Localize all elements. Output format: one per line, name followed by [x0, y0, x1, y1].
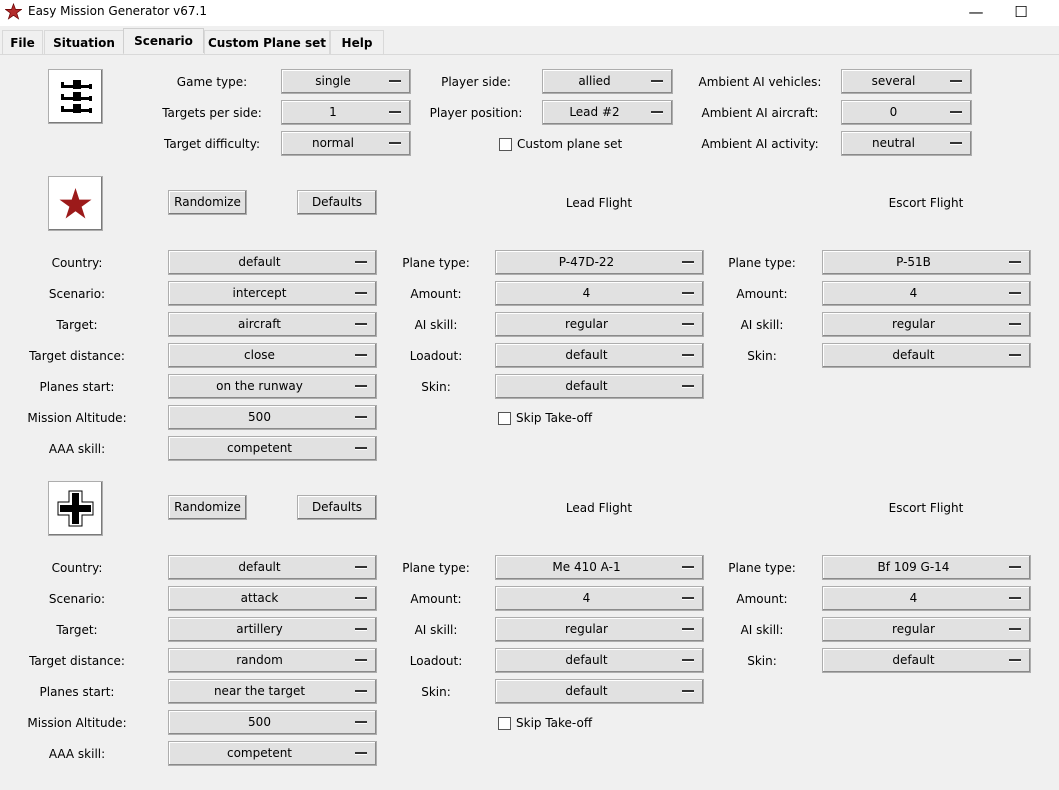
dropdown-icon [355, 416, 367, 419]
axis-escort-skin-select[interactable] [822, 648, 1031, 673]
allied-target-distance-value: close [244, 348, 275, 362]
dropdown-icon [950, 80, 962, 83]
dropdown-icon [355, 628, 367, 631]
dropdown-icon [682, 323, 694, 326]
dropdown-icon [651, 80, 663, 83]
dropdown-icon [355, 292, 367, 295]
ambient-activity-label: Ambient AI activity: [701, 137, 819, 151]
allied-escort-skin-value: default [892, 348, 935, 362]
allied-lead-loadout-select[interactable] [495, 343, 704, 368]
dropdown-icon [682, 354, 694, 357]
dropdown-icon [1009, 354, 1021, 357]
ambient-aircraft-label: Ambient AI aircraft: [701, 106, 819, 120]
axis-lead-ai-skill-select[interactable] [495, 617, 704, 642]
allied-lead-skin-label: Skin: [421, 380, 451, 394]
allied-lead-amount-value: 4 [582, 286, 591, 300]
allied-escort-plane-type-label: Plane type: [728, 256, 796, 270]
allied-lead-plane-type-label: Plane type: [402, 256, 470, 270]
allied-side-image [48, 176, 103, 231]
axis-target-label: Target: [56, 623, 98, 637]
allied-mission-altitude-label: Mission Altitude: [27, 411, 127, 425]
axis-aaa-skill-value: competent [226, 746, 293, 760]
allied-country-select[interactable] [168, 250, 377, 275]
dropdown-icon [1009, 628, 1021, 631]
player-position-value: Lead #2 [569, 105, 620, 119]
allied-escort-plane-type-select[interactable] [822, 250, 1031, 275]
axis-planes-start-value: near the target [213, 684, 306, 698]
axis-target-distance-value: random [236, 653, 283, 667]
window-title: Easy Mission Generator v67.1 [28, 4, 207, 18]
dropdown-icon [682, 690, 694, 693]
axis-escort-amount-select[interactable] [822, 586, 1031, 611]
axis-target-distance-label: Target distance: [29, 654, 125, 668]
axis-escort-skin-value: default [892, 653, 935, 667]
axis-escort-skin-label: Skin: [747, 654, 777, 668]
custom-plane-set-label: Custom plane set [517, 137, 623, 151]
targets-per-side-value: 1 [329, 105, 337, 119]
axis-lead-amount-select[interactable] [495, 586, 704, 611]
axis-lead-loadout-label: Loadout: [409, 654, 463, 668]
title-bar [0, 0, 1059, 26]
tab-scenario[interactable]: Scenario [123, 28, 204, 53]
allied-escort-amount-value: 4 [909, 286, 918, 300]
axis-mission-altitude-value: 500 [248, 715, 271, 729]
allied-country-value: default [238, 255, 281, 269]
dropdown-icon [1009, 323, 1021, 326]
axis-lead-flight-heading: Lead Flight [565, 501, 633, 515]
allied-escort-flight-heading: Escort Flight [888, 196, 964, 210]
dropdown-icon [682, 566, 694, 569]
allied-escort-ai-skill-value: regular [892, 317, 935, 331]
axis-side-image [48, 481, 103, 536]
allied-target-distance-label: Target distance: [29, 349, 125, 363]
ambient-vehicles-select[interactable] [841, 69, 972, 94]
dropdown-icon [682, 385, 694, 388]
custom-plane-set-checkbox[interactable] [499, 138, 512, 151]
dropdown-icon [355, 752, 367, 755]
targets-per-side-label: Targets per side: [162, 106, 262, 120]
allied-target-label: Target: [56, 318, 98, 332]
allied-escort-plane-type-value: P-51B [896, 255, 931, 269]
allied-escort-ai-skill-select[interactable] [822, 312, 1031, 337]
allied-lead-plane-type-value: P-47D-22 [558, 255, 615, 269]
allied-lead-skin-select[interactable] [495, 374, 704, 399]
player-side-select[interactable] [542, 69, 673, 94]
game-type-label: Game type: [176, 75, 248, 89]
allied-lead-skin-value: default [565, 379, 608, 393]
axis-target-value: artillery [236, 622, 283, 636]
allied-planes-start-select[interactable] [168, 374, 377, 399]
balkenkreuz-icon [49, 482, 102, 535]
allied-lead-ai-skill-select[interactable] [495, 312, 704, 337]
axis-lead-plane-type-select[interactable] [495, 555, 704, 580]
allied-aaa-skill-select[interactable] [168, 436, 377, 461]
allied-skip-takeoff-checkbox[interactable] [498, 412, 511, 425]
dropdown-icon [1009, 292, 1021, 295]
axis-scenario-label: Scenario: [48, 592, 106, 606]
allied-escort-skin-label: Skin: [747, 349, 777, 363]
axis-lead-loadout-value: default [565, 653, 608, 667]
allied-scenario-label: Scenario: [48, 287, 106, 301]
ambient-vehicles-label: Ambient AI vehicles: [698, 75, 822, 89]
allied-aaa-skill-label: AAA skill: [48, 442, 106, 456]
axis-escort-amount-value: 4 [909, 591, 918, 605]
target-difficulty-value: normal [311, 136, 355, 150]
tab-help[interactable]: Help [330, 30, 384, 54]
dropdown-icon [389, 80, 401, 83]
axis-escort-ai-skill-value: regular [892, 622, 935, 636]
axis-defaults-button[interactable]: Defaults [297, 495, 377, 520]
player-side-value: allied [578, 74, 611, 88]
dropdown-icon [355, 721, 367, 724]
dropdown-icon [1009, 566, 1021, 569]
allied-planes-start-value: on the runway [216, 379, 303, 393]
dropdown-icon [651, 111, 663, 114]
tab-situation[interactable]: Situation [44, 30, 124, 54]
dropdown-icon [1009, 261, 1021, 264]
axis-mission-altitude-select[interactable] [168, 710, 377, 735]
allied-target-select[interactable] [168, 312, 377, 337]
axis-skip-takeoff-checkbox[interactable] [498, 717, 511, 730]
three-planes-icon [49, 70, 102, 123]
allied-lead-loadout-label: Loadout: [409, 349, 463, 363]
axis-escort-amount-label: Amount: [736, 592, 788, 606]
dropdown-icon [950, 142, 962, 145]
dropdown-icon [682, 261, 694, 264]
axis-lead-amount-value: 4 [582, 591, 591, 605]
target-difficulty-select[interactable] [281, 131, 411, 156]
game-type-select[interactable] [281, 69, 411, 94]
ambient-aircraft-select[interactable] [841, 100, 972, 125]
dropdown-icon [682, 659, 694, 662]
dropdown-icon [355, 690, 367, 693]
ambient-aircraft-value: 0 [889, 105, 898, 119]
dropdown-icon [355, 261, 367, 264]
allied-lead-ai-skill-value: regular [565, 317, 608, 331]
dropdown-icon [355, 354, 367, 357]
ambient-activity-select[interactable] [841, 131, 972, 156]
allied-country-label: Country: [51, 256, 103, 270]
allied-escort-amount-label: Amount: [736, 287, 788, 301]
allied-lead-flight-heading: Lead Flight [565, 196, 633, 210]
allied-scenario-select[interactable] [168, 281, 377, 306]
axis-escort-ai-skill-select[interactable] [822, 617, 1031, 642]
axis-country-label: Country: [51, 561, 103, 575]
dropdown-icon [389, 142, 401, 145]
game-type-value: single [315, 74, 351, 88]
axis-escort-plane-type-value: Bf 109 G-14 [877, 560, 950, 574]
axis-scenario-value: attack [240, 591, 279, 605]
dropdown-icon [355, 323, 367, 326]
axis-country-value: default [238, 560, 281, 574]
axis-lead-skin-value: default [565, 684, 608, 698]
axis-mission-altitude-label: Mission Altitude: [27, 716, 127, 730]
dropdown-icon [682, 292, 694, 295]
dropdown-icon [355, 385, 367, 388]
player-position-select[interactable] [542, 100, 673, 125]
axis-lead-skin-label: Skin: [421, 685, 451, 699]
axis-escort-plane-type-select[interactable] [822, 555, 1031, 580]
axis-lead-skin-select[interactable] [495, 679, 704, 704]
allied-escort-amount-select[interactable] [822, 281, 1031, 306]
allied-lead-ai-skill-label: AI skill: [414, 318, 458, 332]
dropdown-icon [1009, 597, 1021, 600]
targets-per-side-select[interactable] [281, 100, 411, 125]
axis-escort-ai-skill-label: AI skill: [740, 623, 784, 637]
axis-aaa-skill-label: AAA skill: [48, 747, 106, 761]
player-position-label: Player position: [429, 106, 523, 120]
dropdown-icon [355, 659, 367, 662]
axis-lead-ai-skill-label: AI skill: [414, 623, 458, 637]
axis-lead-amount-label: Amount: [410, 592, 462, 606]
tab-custom-plane-set[interactable]: Custom Plane set [204, 30, 330, 54]
dropdown-icon [355, 597, 367, 600]
dropdown-icon [950, 111, 962, 114]
dropdown-icon [355, 566, 367, 569]
axis-skip-takeoff-label: Skip Take-off [516, 716, 593, 730]
allied-planes-start-label: Planes start: [39, 380, 115, 394]
dropdown-icon [355, 447, 367, 450]
allied-mission-altitude-select[interactable] [168, 405, 377, 430]
allied-lead-plane-type-select[interactable] [495, 250, 704, 275]
axis-planes-start-select[interactable] [168, 679, 377, 704]
allied-target-distance-select[interactable] [168, 343, 377, 368]
axis-escort-flight-heading: Escort Flight [888, 501, 964, 515]
axis-scenario-select[interactable] [168, 586, 377, 611]
axis-lead-ai-skill-value: regular [565, 622, 608, 636]
axis-lead-plane-type-value: Me 410 A-1 [552, 560, 621, 574]
red-star-icon [5, 3, 22, 20]
axis-escort-plane-type-label: Plane type: [728, 561, 796, 575]
allied-randomize-button[interactable]: Randomize [168, 190, 247, 215]
planes-image [48, 69, 103, 124]
ambient-vehicles-value: several [871, 74, 916, 88]
dropdown-icon [682, 628, 694, 631]
axis-planes-start-label: Planes start: [39, 685, 115, 699]
allied-escort-ai-skill-label: AI skill: [740, 318, 784, 332]
axis-target-select[interactable] [168, 617, 377, 642]
axis-lead-plane-type-label: Plane type: [402, 561, 470, 575]
allied-target-value: aircraft [238, 317, 281, 331]
axis-lead-loadout-select[interactable] [495, 648, 704, 673]
red-star-icon [49, 177, 102, 230]
allied-scenario-value: intercept [232, 286, 287, 300]
axis-randomize-button[interactable]: Randomize [168, 495, 247, 520]
allied-escort-skin-select[interactable] [822, 343, 1031, 368]
target-difficulty-label: Target difficulty: [163, 137, 261, 151]
maximize-button[interactable]: ☐ [1014, 3, 1028, 21]
allied-skip-takeoff-label: Skip Take-off [516, 411, 593, 425]
allied-defaults-button[interactable]: Defaults [297, 190, 377, 215]
minimize-button[interactable]: — [968, 3, 984, 21]
allied-lead-amount-label: Amount: [410, 287, 462, 301]
dropdown-icon [389, 111, 401, 114]
dropdown-icon [1009, 659, 1021, 662]
tab-file[interactable]: File [2, 30, 43, 54]
axis-target-distance-select[interactable] [168, 648, 377, 673]
allied-lead-amount-select[interactable] [495, 281, 704, 306]
allied-mission-altitude-value: 500 [248, 410, 271, 424]
allied-lead-loadout-value: default [565, 348, 608, 362]
axis-country-select[interactable] [168, 555, 377, 580]
dropdown-icon [682, 597, 694, 600]
player-side-label: Player side: [441, 75, 511, 89]
ambient-activity-value: neutral [872, 136, 915, 150]
axis-aaa-skill-select[interactable] [168, 741, 377, 766]
allied-aaa-skill-value: competent [226, 441, 293, 455]
